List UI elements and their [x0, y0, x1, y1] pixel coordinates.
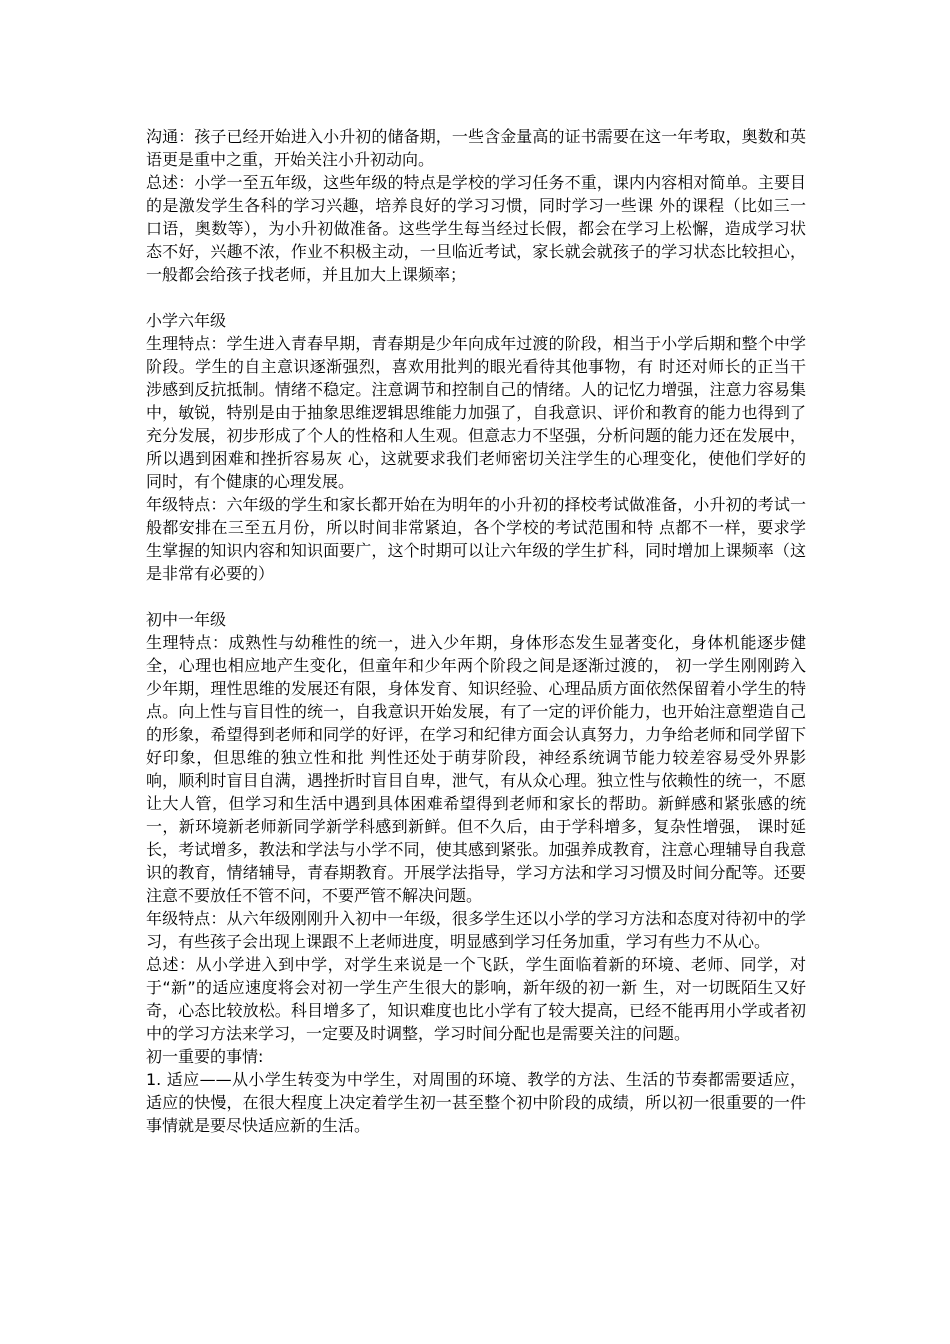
paragraph-grade6-features: 年级特点：六年级的学生和家长都开始在为明年的小升初的择校考试做准备，小升初的考试一般都安排在三至五月份，所以时间非常紧迫，各个学校的考试范围和特 点都不一样，要求学生掌握的知识内容和知识面要广，这个时期可以让六年级的学生扩科，同时增加上课频率（这是非常有必要的）	[146, 495, 806, 583]
paragraph-junior1-physiology: 生理特点：成熟性与幼稚性的统一，进入少年期，身体形态发生显著变化，身体机能逐步健全，心理也相应地产生变化，但童年和少年两个阶段之间是逐渐过渡的， 初一学生刚刚跨入少年期，理性思维的发展还有限，身体发育、知识经验、心理品质方面依然保留着小学生的特点。向上性与盲目性的统一，自我意识开始发展，有了一定的评价能力，也开始注意塑造自己的形象，希望得到老师和同学的好评，在学习和纪律方面会认真努力，力争给老师和同学留下好印象，但思维的独立性和批 判性还处于萌芽阶段，神经系统调节能力较差容易受外界影响，顺利时盲目自满，遇挫折时盲目自卑，泄气，有从众心理。独立性与依赖性的统一，不愿让大人管，但学习和生活中遇到具体困难希望得到老师和家长的帮助。新鲜感和紧张感的统一，新环境新老师新同学新学科感到新鲜。但不久后，由于学科增多，复杂性增强， 课时延长，考试增多，教法和学法与小学不同，使其感到紧张。加强养成教育，注意心理辅导自我意识的教育，情绪辅导，青春期教育。开展学法指导，学习方法和学习习惯及时间分配等。还要注意不要放任不管不问，不要严管不解决问题。	[146, 633, 806, 905]
heading-junior1-important: 初一重要的事情:	[146, 1047, 264, 1066]
paragraph-junior1-features: 年级特点：从六年级刚刚升入初中一年级，很多学生还以小学的学习方法和态度对待初中的学习，有些孩子会出现上课跟不上老师进度，明显感到学习任务加重，学习有些力不从心。	[146, 909, 806, 951]
paragraph-summary-grade1-5: 总述：小学一至五年级，这些年级的特点是学校的学习任务不重，课内内容相对简单。主要目的是激发学生各科的学习兴趣，培养良好的学习习惯，同时学习一些课 外的课程（比如三一口语，奥数等），为小升初做准备。这些学生每当经过长假，都会在学习上松懈，造成学习状态不好，兴趣不浓，作业不积极主动，一旦临近考试，家长就会就孩子的学习状态比较担心，一般都会给孩子找老师，并且加大上课频率；	[146, 173, 806, 284]
paragraph-communication: 沟通：孩子已经开始进入小升初的储备期，一些含金量高的证书需要在这一年考取，奥数和英语更是重中之重，开始关注小升初动向。	[146, 127, 806, 169]
heading-grade6: 小学六年级	[146, 311, 227, 330]
blank-line	[146, 585, 806, 608]
heading-junior1: 初中一年级	[146, 610, 227, 629]
blank-line	[146, 286, 806, 309]
document-body	[146, 125, 806, 1137]
paragraph-junior1-summary: 总述：从小学进入到中学，对学生来说是一个飞跃，学生面临着新的环境、老师、同学，对于“新”的适应速度将会对初一学生产生很大的影响，新年级的初一新 生，对一切既陌生又好奇，心态比较放松。科目增多了，知识难度也比小学有了较大提高，已经不能再用小学或者初中的学习方法来学习，一定要及时调整，学习时间分配也是需要关注的问题。	[146, 955, 806, 1043]
paragraph-adapt: 1. 适应——从小学生转变为中学生，对周围的环境、教学的方法、生活的节奏都需要适应，适应的快慢，在很大程度上决定着学生初一甚至整个初中阶段的成绩，所以初一很重要的一件事情就是要尽快适应新的生活。	[146, 1070, 806, 1135]
paragraph-grade6-physiology: 生理特点：学生进入青春早期，青春期是少年向成年过渡的阶段，相当于小学后期和整个中学阶段。学生的自主意识逐渐强烈，喜欢用批判的眼光看待其他事物，有 时还对师长的正当干涉感到反抗抵制。情绪不稳定。注意调节和控制自己的情绪。人的记忆力增强，注意力容易集中，敏锐，特别是由于抽象思维逻辑思维能力加强了，自我意识、评价和教育的能力也得到了充分发展，初步形成了个人的性格和人生观。但意志力不坚强，分析问题的能力还在发展中，所以遇到困难和挫折容易灰 心，这就要求我们老师密切关注学生的心理变化，使他们学好的同时，有个健康的心理发展。	[146, 334, 806, 491]
